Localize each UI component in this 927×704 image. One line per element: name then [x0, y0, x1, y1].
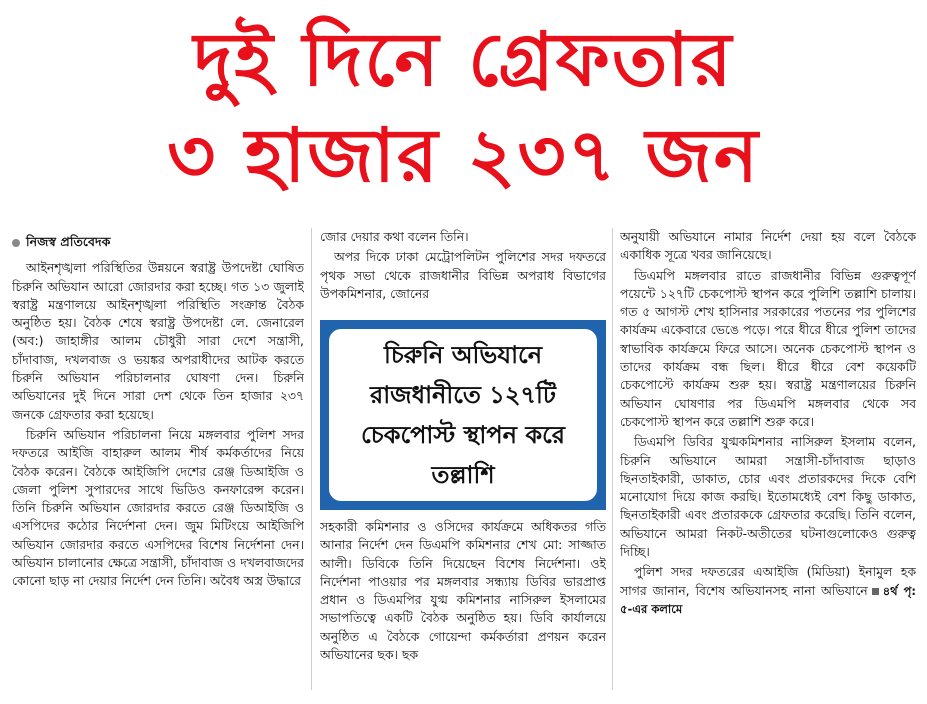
column-divider: [311, 228, 312, 690]
square-bullet-icon: [872, 588, 879, 595]
paragraph: জোর দেয়ার কথা বলেন তিনি।: [320, 229, 469, 244]
continued-on-link[interactable]: ৪র্থ পৃ: ৫-এর কলামে: [620, 583, 916, 616]
column-3: [620, 228, 916, 698]
column-1: [12, 225, 304, 695]
headline-line-1: দুই দিনে গ্রেফতার: [193, 17, 734, 103]
column-divider: [612, 228, 613, 690]
bullet-icon: [12, 239, 20, 247]
paragraph: ডিএমপি মঙ্গলবার রাতে রাজধানীর বিভিন্ন গুরুত্বপূর্ণ পয়েন্টে ১২৭টি চেকপোস্ট স্থাপন করে পুলিশি তল্লাশি চালায়। গত ৫ আগস্ট শেখ হাসিনার সরকারের পতনের পর পুলিশের কার্যক্রম একেবারে ভেঙে পড়ে। পরে ধীরে ধীরে পুলিশ তাদের স্বাভাবিক কার্যক্রমে ফিরে আসে। অনেক চেকপোস্ট স্থাপন ও তাদের কার্যক্রম বন্ধ ছিল। ধীরে ধীরে বেশ কয়েকটি চেকপোস্টে কার্যক্রম শুরু হয়। স্বরাষ্ট্র মন্ত্রণালয়ের চিরুনি অভিযান ঘোষণার পর ডিএমপি মঙ্গলবার থেকে সব চেকপোস্ট স্থাপন করে তল্লাশি শুরু করে।: [620, 267, 916, 429]
byline: [12, 233, 304, 251]
paragraph: অনুযায়ী অভিযানে নামার নির্দেশ দেয়া হয় বলে বৈঠকে একাধিক সূত্রে খবর জানিয়েছে।: [620, 229, 916, 263]
paragraph: আইনশৃঙ্খলা পরিস্থিতির উন্নয়নে স্বরাষ্ট্র উপদেষ্টা ঘোষিত চিরুনি অভিযান আরো জোরদার করা হচ্ছে। গত ১৩ জুলাই স্বরাষ্ট্র মন্ত্রণালয়ে আইনশৃঙ্খলা পরিস্থিতি সংক্রান্ত বৈঠক অনুষ্ঠিত হয়। বৈঠক শেষে স্বরাষ্ট্র উপদেষ্টা লে. জেনারেল (অব:) জাহাঙ্গীর আলম চৌধুরী সারা দেশে সন্ত্রাসী, চাঁদাবাজ, দখলবাজ ও ভয়ঙ্কর অপরাধীদের আটক করতে চিরুনি অভিযান পরিচালনার ঘোষণা দেন। চিরুনি অভিযানের দুই দিনে সারা দেশ থেকে তিন হাজার ২৩৭ জনকে গ্রেফতার করা হয়েছে।: [12, 260, 304, 422]
callout-box: [320, 320, 606, 510]
byline-text: নিজস্ব প্রতিবেদক: [26, 234, 111, 249]
callout-text: চিরুনি অভিযানে রাজধানীতে ১২৭টি চেকপোস্ট স্থাপন করে তল্লাশি: [329, 329, 597, 501]
paragraph: ডিএমপি ডিবির যুগ্মকমিশনার নাসিরুল ইসলাম বলেন, চিরুনি অভিযানে আমরা সন্ত্রাসী-চাঁদাবাজ ছাড়াও ছিনতাইকারী, ডাকাত, চোর এবং প্রতারকদের দিকে বেশি মনোযোগ দিয়ে কাজ করছি। ইতোমধ্যেই বেশ কিছু ডাকাত, ছিনতাইকারী এবং প্রতারককে গ্রেফতার করেছি। তিনি বলেন, অভিযানে আমরা নিকট-অতীতের ঘটনাগুলোকেও গুরুত্ব দিচ্ছি।: [620, 434, 916, 560]
paragraph: [620, 563, 916, 618]
headline: [0, 12, 927, 204]
headline-line-2: ৩ হাজার ২৩৭ জন: [167, 113, 760, 199]
paragraph: সহকারী কমিশনার ও ওসিদের কার্যক্রমে অধিকতর গতি আনার নির্দেশ দেন ডিএমপি কমিশনার শেখ মো: সাজ্জাত আলী। ডিবিকে তিনি দিয়েছেন বিশেষ নির্দেশনা। ওই নির্দেশনা পাওয়ার পর মঙ্গলবার সন্ধ্যায় ডিবির ভারপ্রাপ্ত প্রধান ও ডিএমপির যুগ্ম কমিশনার নাসিরুল ইসলামের সভাপতিত্বে একটি বৈঠক অনুষ্ঠিত হয়। ডিবি কার্যালয়ে অনুষ্ঠিত এ বৈঠকে গোয়েন্দা কর্মকর্তারা প্রণয়ন করেন অভিযানের ছক। ছক: [320, 519, 606, 663]
paragraph-text: পুলিশ সদর দফতরের এআইজি (মিডিয়া) ইনামুল হক সাগর জানান, বিশেষ অভিযানসহ নানা অভিযানে: [620, 564, 916, 598]
column-2-top: [320, 228, 606, 308]
column-2-bottom: [320, 518, 606, 694]
paragraph: অপর দিকে ঢাকা মেট্রোপলিটন পুলিশের সদর দফতরে পৃথক সভা থেকে রাজধানীর বিভিন্ন অপরাধ বিভাগের উপকমিশনার, জোনের: [320, 249, 606, 301]
paragraph: চিরুনি অভিযান পরিচালনা নিয়ে মঙ্গলবার পুলিশ সদর দফতরে আইজি বাহারুল আলম শীর্ষ কর্মকর্তাদের নিয়ে বৈঠক করেন। বৈঠকে আইজিপি দেশের রেঞ্জ ডিআইজি ও জেলা পুলিশ সুপারদের সাথে ভিডিও কনফারেন্স করেন। তিনি চিরুনি অভিযান জোরদার করতে রেঞ্জ ডিআইজি ও এসপিদের কঠোর নির্দেশনা দেন। জুম মিটিংয়ে আইজিপি অভিযান জোরদার করতে এসপিদের বিশেষ নির্দেশনা দেন। অভিযান চালানোর ক্ষেত্রে সন্ত্রাসী, চাঁদাবাজ ও দখলবাজদের কোনো ছাড় না দেয়ার নির্দেশ দেন তিনি। অবৈধ অস্ত্র উদ্ধারে: [12, 426, 304, 589]
